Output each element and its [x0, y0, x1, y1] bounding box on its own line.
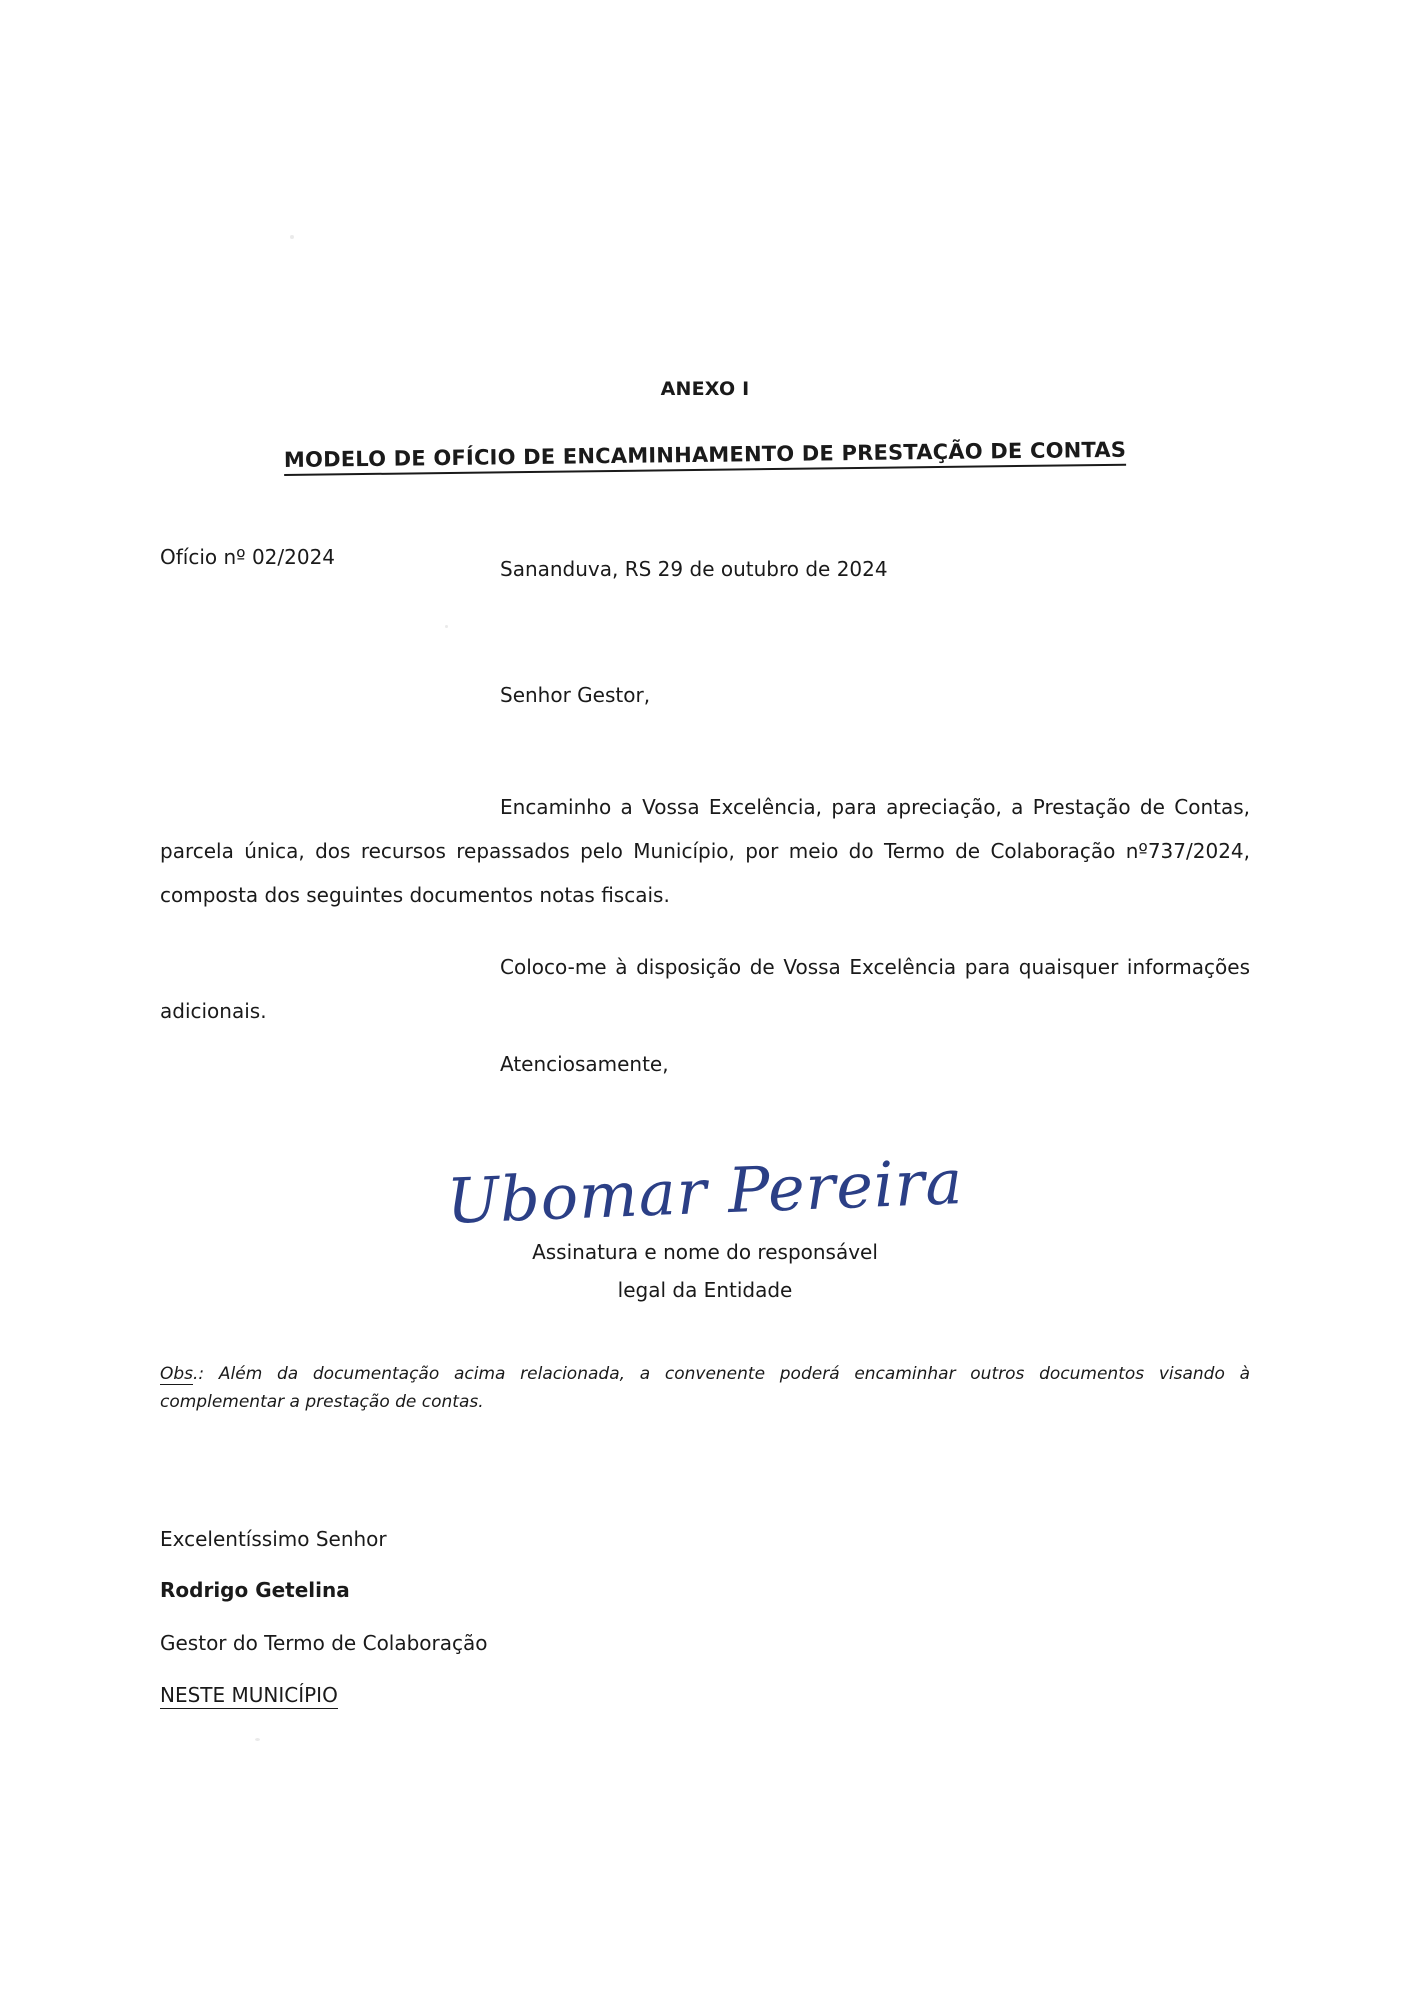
signature-caption-line-2: legal da Entidade: [617, 1278, 793, 1302]
salutation: Senhor Gestor,: [500, 683, 651, 707]
addressee-line-1: Excelentíssimo Senhor: [160, 1527, 387, 1551]
addressee-role: Gestor do Termo de Colaboração: [160, 1631, 488, 1655]
modelo-title-text: MODELO DE OFÍCIO DE ENCAMINHAMENTO DE PRESTAÇÃO DE CONTAS: [284, 438, 1126, 476]
observation-text: .: Além da documentação acima relacionada, a convenente poderá encaminhar outros documentos visando à complementar a prestação de contas.: [160, 1364, 1250, 1412]
body-paragraph-2: Coloco-me à disposição de Vossa Excelência para quaisquer informações adicionais.: [160, 955, 1250, 1023]
document-body: [160, 0, 1250, 2000]
modelo-title: [160, 437, 1250, 476]
observation-label: Obs: [160, 1364, 194, 1384]
closing-salutation: Atenciosamente,: [500, 1052, 669, 1076]
addressee-location: [160, 1683, 338, 1707]
oficio-number: Ofício nº 02/2024: [160, 545, 336, 569]
body-paragraph-1: Encaminho a Vossa Excelência, para apreciação, a Prestação de Contas, parcela única, dos recursos repassados pelo Município, por meio do Termo de Colaboração nº737/2024, composta dos seguintes documentos notas fiscais.: [160, 795, 1250, 907]
signature-caption-line-1: Assinatura e nome do responsável: [532, 1240, 878, 1264]
scan-speck: [290, 235, 294, 239]
handwritten-signature: Ubomar Pereira: [445, 1145, 965, 1238]
place-and-date: Sananduva, RS 29 de outubro de 2024: [500, 557, 888, 581]
scan-speck: [445, 625, 448, 628]
anexo-title: ANEXO I: [660, 378, 750, 400]
observation-note: [160, 1360, 1250, 1416]
addressee-location-text: NESTE MUNICÍPIO: [160, 1683, 338, 1707]
addressee-name: Rodrigo Getelina: [160, 1578, 350, 1602]
scan-speck: [255, 1738, 260, 1741]
